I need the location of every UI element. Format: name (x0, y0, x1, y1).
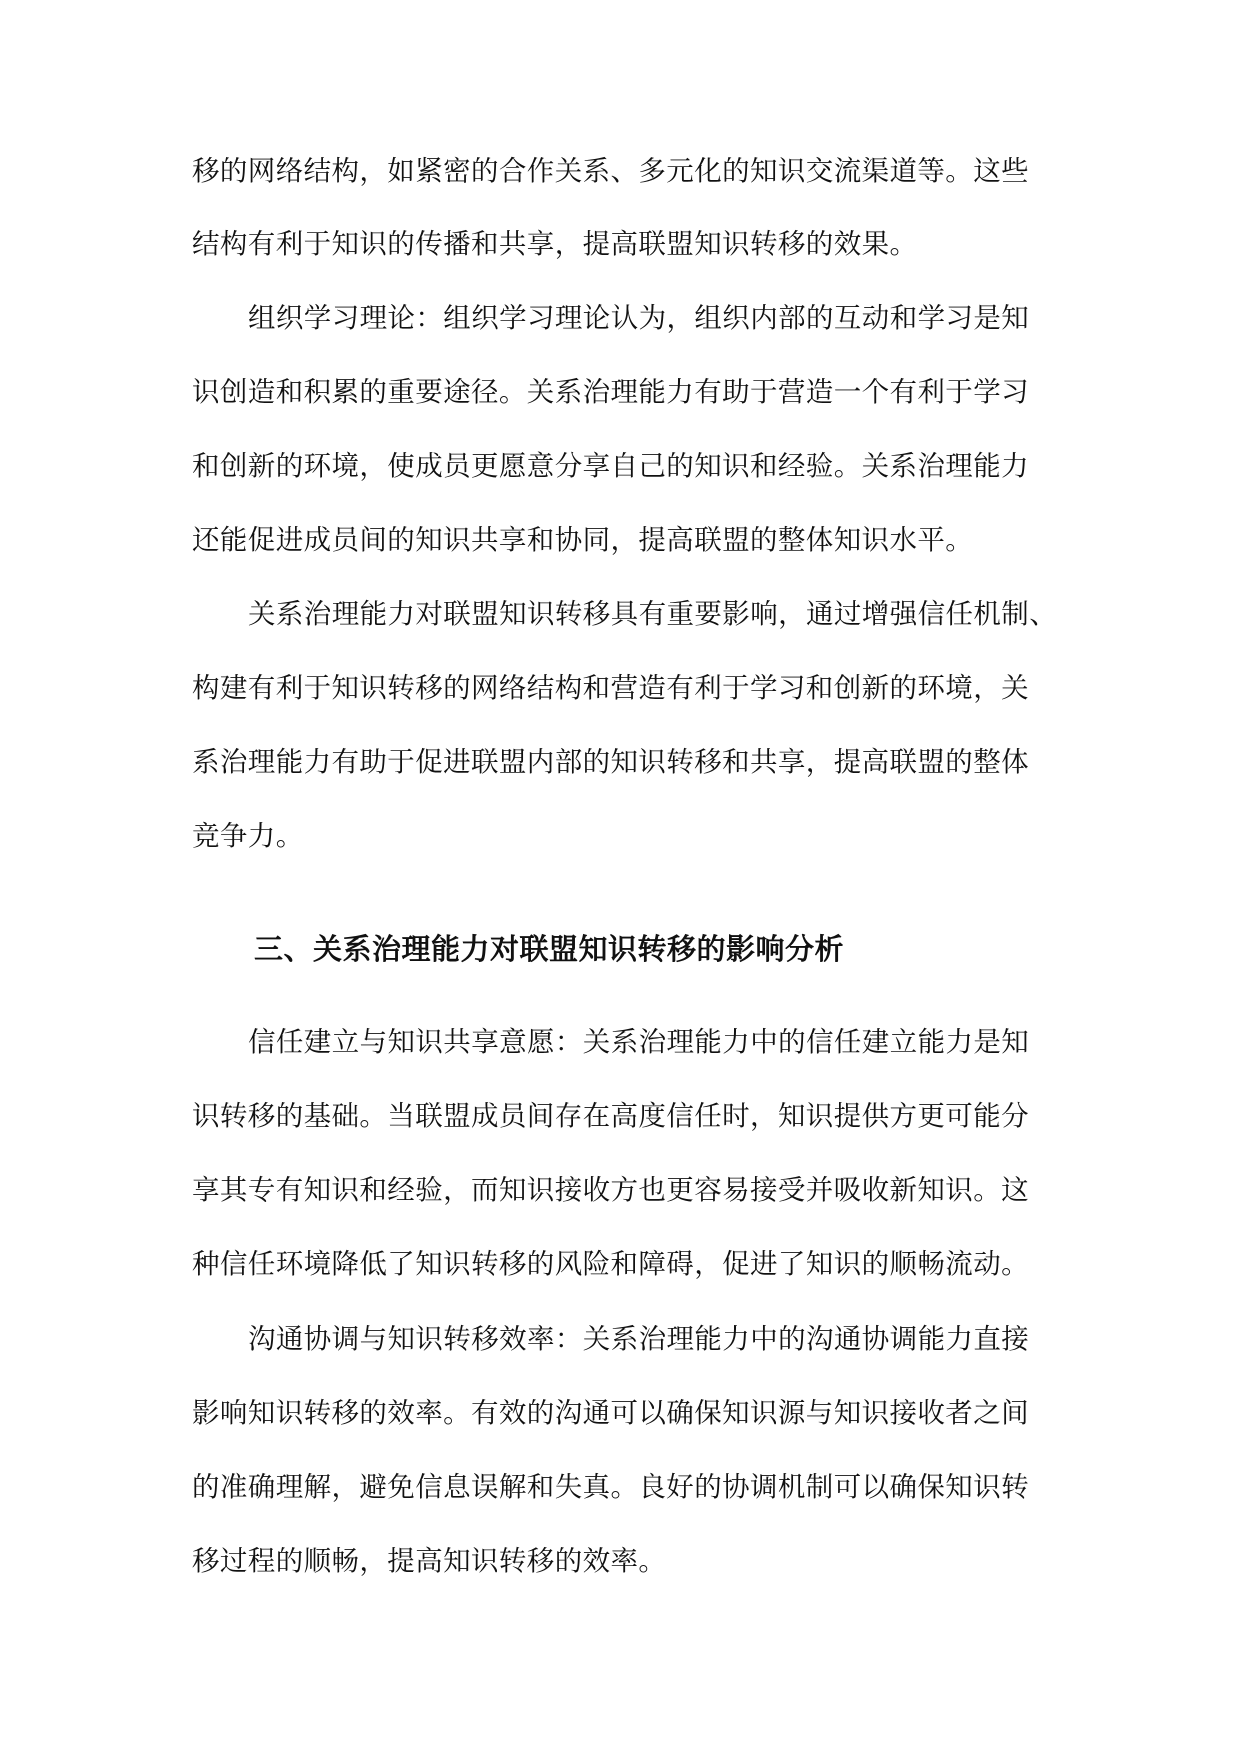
paragraph-line: 的准确理解，避免信息误解和失真。良好的协调机制可以确保知识转 (192, 1471, 1029, 1503)
paragraph-line: 还能促进成员间的知识共享和协同，提高联盟的整体知识水平。 (192, 524, 974, 556)
paragraph-line: 沟通协调与知识转移效率：关系治理能力中的沟通协调能力直接 (248, 1323, 1030, 1355)
paragraph-line: 移过程的顺畅，提高知识转移的效率。 (192, 1545, 667, 1577)
paragraph-line: 影响知识转移的效率。有效的沟通可以确保知识源与知识接收者之间 (192, 1397, 1029, 1429)
paragraph-line: 识创造和积累的重要途径。关系治理能力有助于营造一个有利于学习 (192, 376, 1029, 408)
paragraph-line: 和创新的环境，使成员更愿意分享自己的知识和经验。关系治理能力 (192, 450, 1029, 482)
paragraph-line: 享其专有知识和经验，而知识接收方也更容易接受并吸收新知识。这 (192, 1174, 1029, 1206)
section-heading: 三、关系治理能力对联盟知识转移的影响分析 (254, 932, 845, 966)
paragraph-line: 移的网络结构，如紧密的合作关系、多元化的知识交流渠道等。这些 (192, 155, 1029, 187)
paragraph-line: 信任建立与知识共享意愿：关系治理能力中的信任建立能力是知 (248, 1026, 1030, 1058)
paragraph-line: 构建有利于知识转移的网络结构和营造有利于学习和创新的环境，关 (192, 672, 1029, 704)
paragraph-line: 识转移的基础。当联盟成员间存在高度信任时，知识提供方更可能分 (192, 1100, 1029, 1132)
paragraph-line: 系治理能力有助于促进联盟内部的知识转移和共享，提高联盟的整体 (192, 746, 1029, 778)
paragraph-line: 竞争力。 (192, 820, 304, 852)
paragraph-line: 结构有利于知识的传播和共享，提高联盟知识转移的效果。 (192, 228, 918, 260)
paragraph-line: 组织学习理论：组织学习理论认为，组织内部的互动和学习是知 (248, 302, 1030, 334)
paragraph-line: 关系治理能力对联盟知识转移具有重要影响，通过增强信任机制、 (248, 598, 1058, 630)
paragraph-line: 种信任环境降低了知识转移的风险和障碍，促进了知识的顺畅流动。 (192, 1248, 1029, 1280)
